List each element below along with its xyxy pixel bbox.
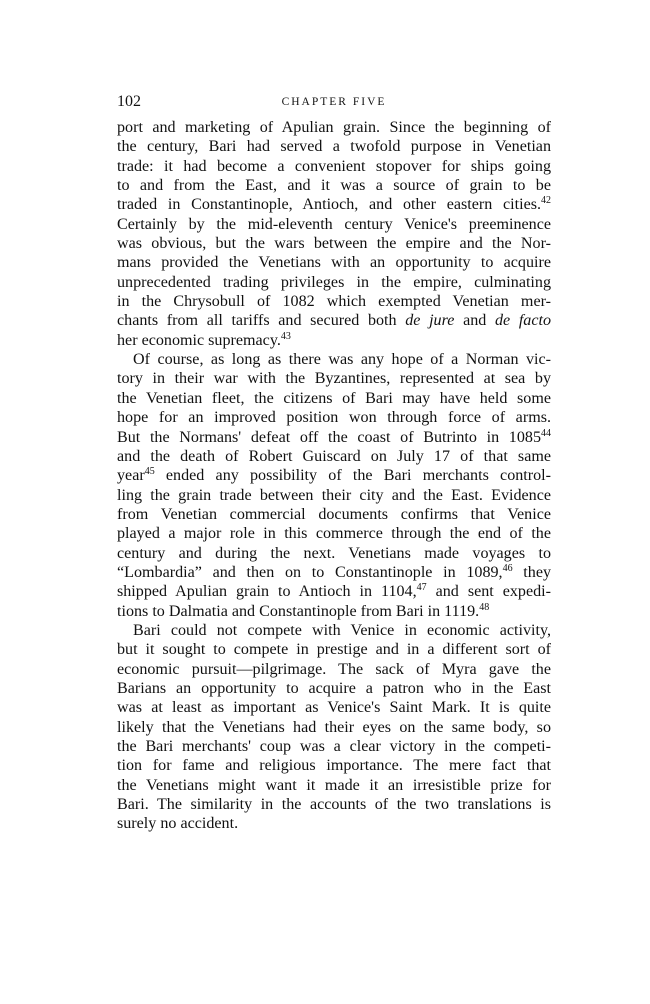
page-number: 102: [117, 93, 141, 110]
text-line: hope for an improved position won through force of arms.: [117, 409, 551, 427]
text-line: [117, 602, 551, 621]
text-segment: they: [512, 563, 552, 581]
paragraph-2: [117, 350, 551, 621]
text-line: mans provided the Venetians with an opportunity to acquire: [117, 254, 551, 272]
text-line: Bari could not compete with Venice in economic activity,: [133, 621, 551, 639]
text-segment: and sent expedi-: [426, 583, 551, 601]
text-line: [117, 582, 551, 601]
text-line: [117, 331, 551, 350]
text-segment: chants from all tariffs and secured both: [117, 312, 406, 330]
text-segment: But the Normans' defeat off the coast of Butrinto in 1085: [117, 428, 541, 446]
text-line: [117, 466, 551, 485]
text-line: the Venetians might want it made it an irresistible prize for: [117, 776, 551, 794]
text-segment: ended any possibility of the Bari merchants control-: [154, 467, 551, 485]
text-line: the century, Bari had served a twofold purpose in Venetian: [117, 138, 551, 156]
text-line: port and marketing of Apulian grain. Since the beginning of: [117, 119, 551, 136]
text-line: Of course, as long as there was any hope of a Norman vic-: [133, 351, 551, 369]
chapter-title: CHAPTER FIVE: [281, 96, 387, 108]
footnote-ref-48: 48: [479, 601, 490, 613]
text-line: likely that the Venetians had their eyes on the same body, so: [117, 718, 551, 736]
text-line: the Venetian fleet, the citizens of Bari may have held some: [117, 389, 551, 407]
footnote-ref-43: 43: [280, 330, 291, 342]
text-line: Bari. The similarity in the accounts of the two translations is: [117, 796, 551, 814]
text-segment: “Lombardia” and then on to Constantinople in 1089,: [117, 563, 503, 581]
footnote-ref-42: 42: [541, 195, 551, 207]
text-line: [117, 563, 551, 582]
text-line: century and during the next. Venetians made voyages to: [117, 544, 551, 562]
text-line: [117, 428, 551, 447]
footnote-ref-45: 45: [144, 466, 155, 478]
text-line: unprecedented trading privileges in the empire, culminating: [117, 273, 551, 291]
text-line: [117, 195, 551, 214]
text-line: and the death of Robert Guiscard on July 17 of that same: [117, 447, 551, 465]
text-line: was at least as important as Venice's Saint Mark. It is quite: [117, 699, 551, 717]
text-line: was obvious, but the wars between the empire and the Nor-: [117, 235, 551, 253]
text-line: tory in their war with the Byzantines, represented at sea by: [117, 370, 551, 388]
running-head: [117, 92, 551, 116]
body-text: [117, 118, 551, 834]
italic-de-facto: de facto: [494, 312, 551, 330]
text-line: but it sought to compete in prestige and in a different sort of: [117, 641, 551, 659]
text-segment: shipped Apulian grain to Antioch in 1104,: [117, 583, 417, 601]
text-line: from Venetian commercial documents confirms that Venice: [117, 505, 551, 523]
text-line: surely no accident.: [117, 815, 239, 833]
footnote-ref-44: 44: [541, 427, 551, 439]
text-segment: her economic supremacy.: [117, 331, 281, 349]
italic-de-jure: de jure: [405, 312, 455, 330]
text-line: to and from the East, and it was a source of grain to be: [117, 177, 551, 195]
text-line: the Bari merchants' coup was a clear victory in the competi-: [117, 738, 551, 755]
text-line: Certainly by the mid-eleventh century Venice's preeminence: [117, 215, 551, 233]
text-line: trade: it had become a convenient stopover for ships going: [117, 157, 551, 175]
paragraph-1: [117, 118, 551, 350]
text-line: in the Chrysobull of 1082 which exempted Venetian mer-: [117, 293, 551, 311]
text-segment: year: [117, 467, 145, 485]
text-line: economic pursuit—pilgrimage. The sack of Myra gave the: [117, 660, 551, 678]
text-line: played a major role in this commerce through the end of the: [117, 525, 551, 543]
text-line: Barians an opportunity to acquire a patron who in the East: [117, 679, 551, 697]
text-line: tion for fame and religious importance. The mere fact that: [117, 757, 551, 775]
text-segment: traded in Constantinople, Antioch, and other eastern cities.: [117, 196, 541, 214]
book-page: [117, 92, 551, 834]
text-line: ling the grain trade between their city and the East. Evidence: [117, 486, 551, 504]
text-segment: tions to Dalmatia and Constantinople from Bari in 1119.: [117, 602, 480, 620]
footnote-ref-47: 47: [416, 582, 427, 594]
text-segment: and: [454, 312, 495, 330]
paragraph-3: [117, 621, 551, 834]
text-line: [117, 311, 551, 330]
footnote-ref-46: 46: [502, 562, 513, 574]
